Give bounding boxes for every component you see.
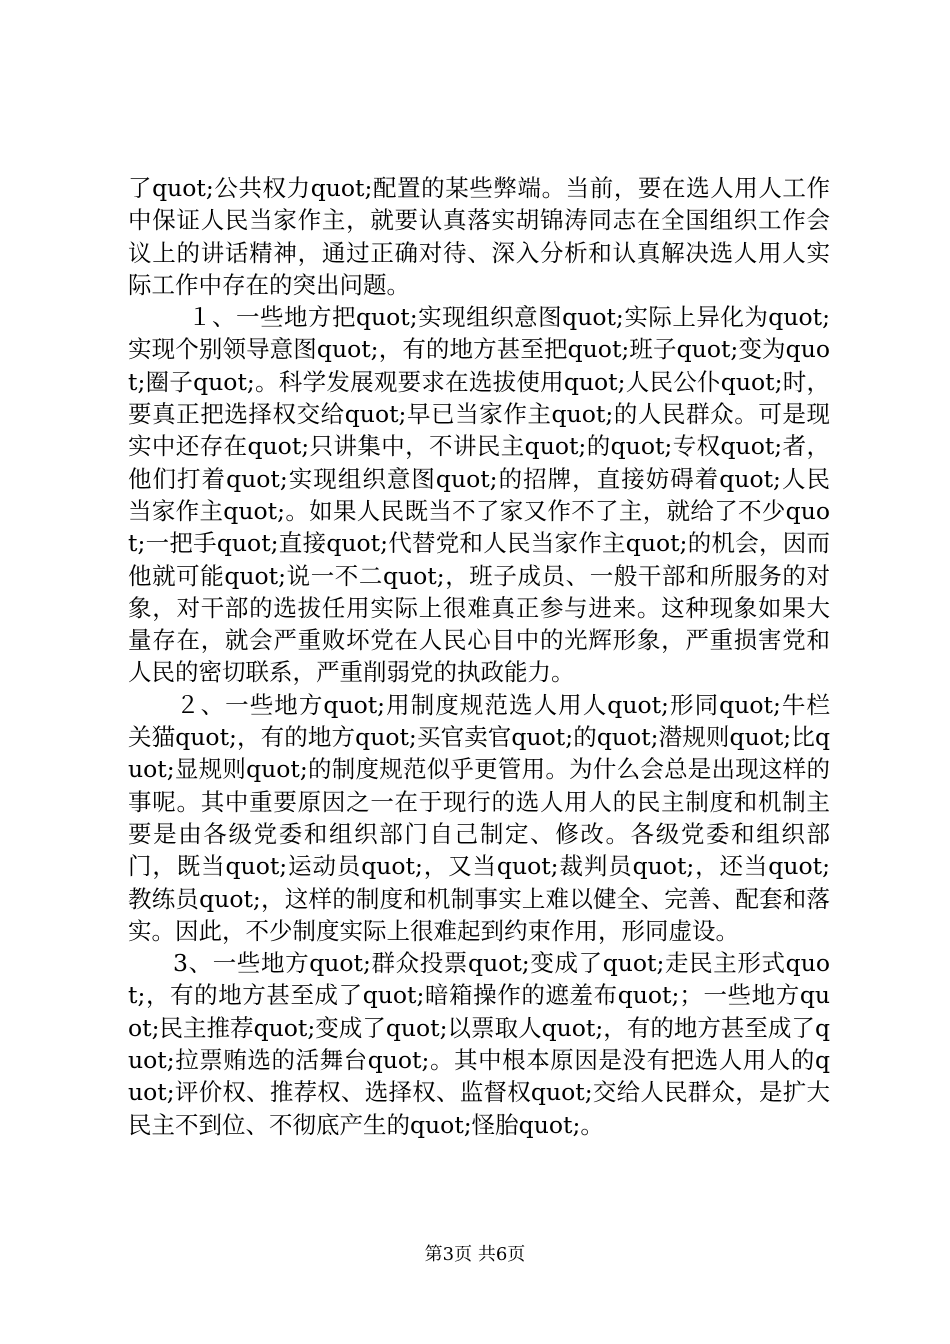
paragraph-point-1: １、一些地方把quot;实现组织意图quot;实际上异化为quot;实现个别领导意图quot;，有的地方甚至把quot;班子quot;变为quot;圈子quot;。科学发展观要求在选拔使用quot;人民公仆quot;时，要真正把选择权交给quot;早已当家作主quot;的人民群众。可是现实中还存在quot;只讲集中，不讲民主quot;的quot;专权quot;者，他们打着quot;实现组织意图quot;的招牌，直接妨碍着quot;人民当家作主quot;。如果人民既当不了家又作不了主，就给了不少quot;一把手quot;直接quot;代替党和人民当家作主quot;的机会，因而他就可能quot;说一不二quot;，班子成员、一般干部和所服务的对象，对干部的选拔任用实际上很难真正参与进来。这种现象如果大量存在，就会严重败坏党在人民心目中的光辉形象，严重损害党和人民的密切联系，严重削弱党的执政能力。 [128,303,830,687]
paragraph-point-3: 3、一些地方quot;群众投票quot;变成了quot;走民主形式quot;，有的地方甚至成了quot;暗箱操作的遮羞布quot;；一些地方quot;民主推荐quot;变成了quot;以票取人quot;，有的地方甚至成了quot;拉票贿选的活舞台quot;。其中根本原因是没有把选人用人的quot;评价权、推荐权、选择权、监督权quot;交给人民群众，是扩大民主不到位、不彻底产生的quot;怪胎quot;。 [128,949,830,1139]
paragraph-point-2: ２、一些地方quot;用制度规范选人用人quot;形同quot;牛栏关猫quot;，有的地方quot;买官卖官quot;的quot;潜规则quot;比quot;显规则quot;的制度规范似乎更管用。为什么会总是出现这样的事呢。其中重要原因之一在于现行的选人用人的民主制度和机制主要是由各级党委和组织部门自己制定、修改。各级党委和组织部门，既当quot;运动员quot;，又当quot;裁判员quot;，还当quot;教练员quot;，这样的制度和机制事实上难以健全、完善、配套和落实。因此，不少制度实际上很难起到约束作用，形同虚设。 [128,690,830,945]
page-number-footer: 第3页 共6页 [424,1244,526,1265]
document-body [128,172,830,1141]
paragraph-continuation: 了quot;公共权力quot;配置的某些弊端。当前，要在选人用人工作中保证人民当家作主，就要认真落实胡锦涛同志在全国组织工作会议上的讲话精神，通过正确对待、深入分析和认真解决选人用人实际工作中存在的突出问题。 [128,174,830,299]
